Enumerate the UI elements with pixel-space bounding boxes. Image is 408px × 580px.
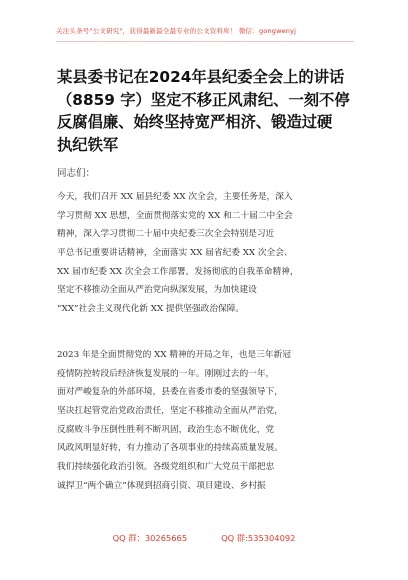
- title-line: 反腐倡廉、始终坚持宽严相济、锻造过硬: [57, 113, 333, 132]
- paragraph-line: 今天，我们召开 XX 届县纪委 XX 次全会，主要任务是，深入: [57, 192, 293, 202]
- title-line: （8859 字）坚定不移正风肃纪、一刻不停: [57, 90, 350, 109]
- paragraph-line: 风政风明显好转，有力推动了各项事业的持续高质量发展。: [57, 443, 283, 454]
- footer-qq-group-1: QQ 群：30265665: [112, 533, 188, 543]
- paragraph-line: XX 届市纪委 XX 次全会工作部署，发扬彻底的自我革命精神，: [57, 266, 299, 277]
- paragraph-line: 精神，深入学习贯彻二十届中央纪委三次全会特别是习近: [57, 229, 275, 240]
- paragraph-line: 反腐败斗争压倒性胜利不断巩固，政治生态不断优化，党: [57, 424, 275, 435]
- header-banner-text: 关注头条号"公文研究"，获得最新最全最专业的公文资料库！ 微信：gongwenyj: [56, 27, 297, 35]
- paragraph-line: 2023 年是全面贯彻党的 XX 精神的开局之年，也是三年新冠: [57, 350, 291, 360]
- salutation: 同志们：: [57, 168, 96, 179]
- paragraph-line: 平总书记重要讲话精神，全面落实 XX 届省纪委 XX 次全会、: [57, 248, 293, 259]
- title-line: 执纪铁军: [57, 135, 119, 154]
- paragraph-line: 面对严峻复杂的外部环境，县委在省委市委的坚强领导下，: [57, 387, 283, 398]
- header-banner: [56, 26, 356, 35]
- document-title: [57, 66, 357, 156]
- paragraph-line: 坚定不移推动全面从严治党向纵深发展，为加快建设: [57, 285, 257, 296]
- paragraph-line: 诚捍卫“两个确立”体现到招商引资、项目建设、乡村振: [57, 480, 266, 491]
- paragraph-line: 疫情防控转段后经济恢复发展的一年。刚刚过去的一年，: [57, 368, 275, 379]
- footer-banner: [0, 532, 408, 544]
- paragraph-line: “XX”社会主义现代化新 XX 提供坚强政治保障。: [57, 304, 245, 315]
- paragraph-1: [57, 188, 357, 319]
- header-divider: [56, 41, 354, 42]
- title-line: 某县委书记在2024年县纪委全会上的讲话: [57, 68, 345, 86]
- paragraph-line: 学习贯彻 XX 思想，全面贯彻落实党的 XX 和二十届二中全会: [57, 210, 293, 221]
- paragraph-line: 坚决扛起管党治党政治责任，坚定不移推动全面从严治党，: [57, 406, 283, 417]
- footer-qq-group-2: QQ 群:535304092: [221, 533, 296, 543]
- paragraph-2: [57, 346, 357, 496]
- paragraph-line: 我们持续强化政治引领。各级党组织和广大党员干部把忠: [57, 462, 275, 473]
